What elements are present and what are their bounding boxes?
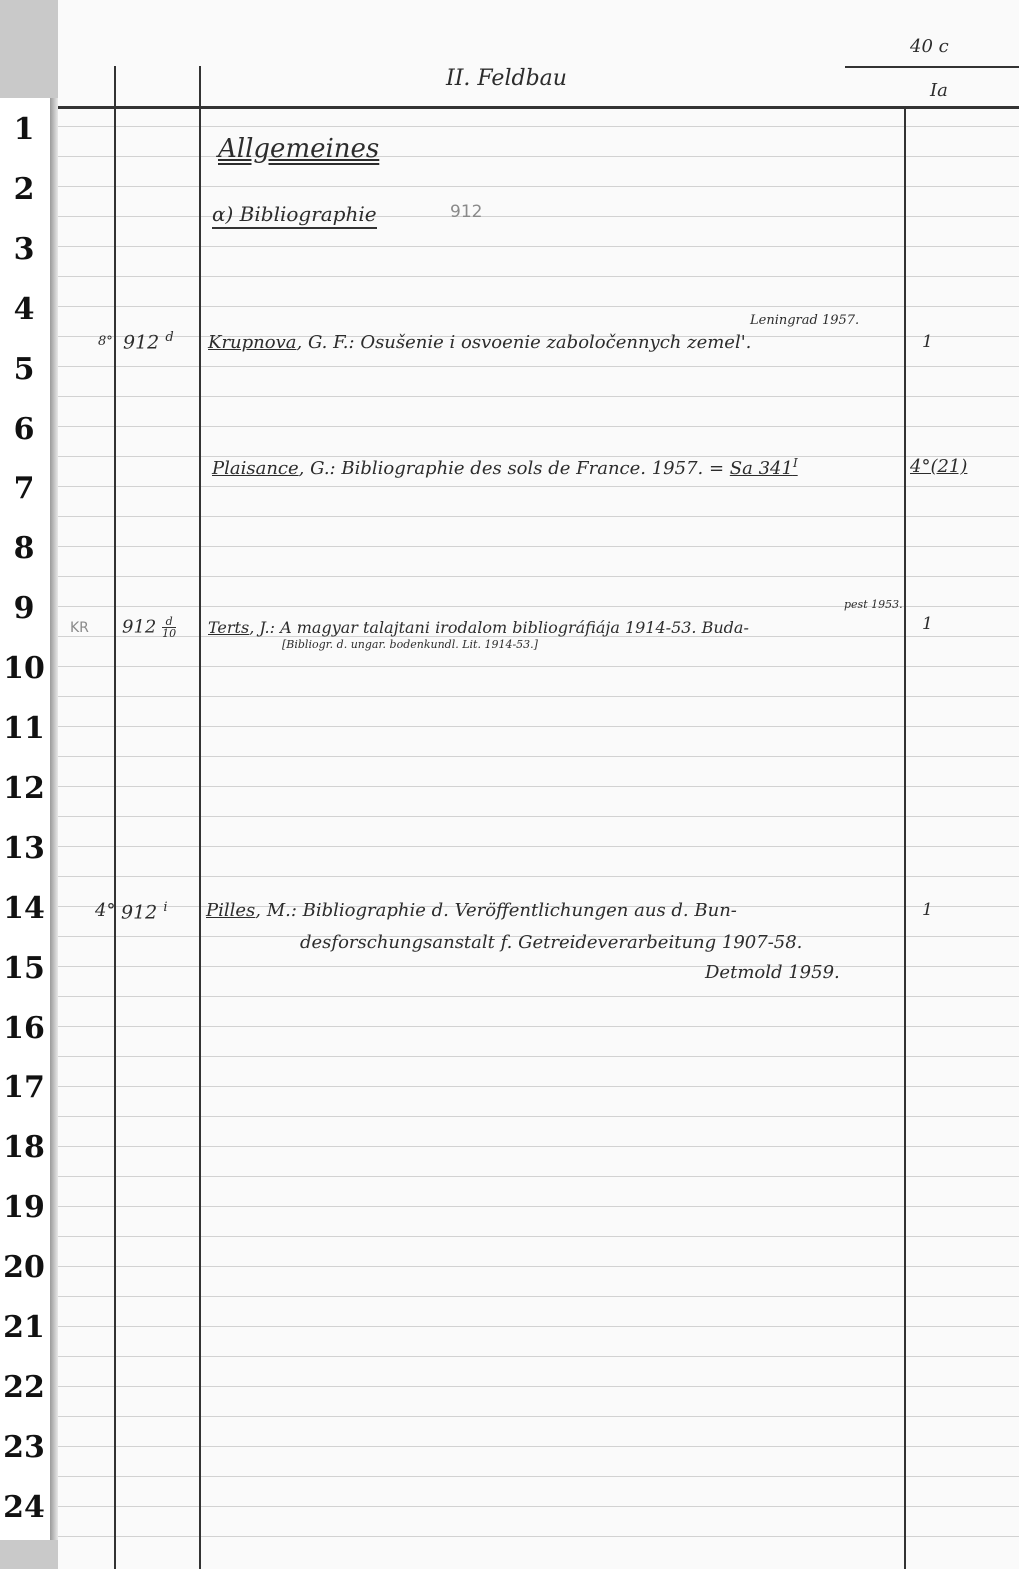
entry-2-line	[212, 456, 798, 479]
ruled-line	[58, 366, 1019, 367]
ruled-line	[58, 1326, 1019, 1327]
row-number: 2	[13, 171, 35, 207]
row-number: 3	[13, 231, 35, 267]
scan-margin-bottom	[0, 1540, 58, 1569]
row-number: 8	[13, 531, 35, 567]
ruled-line	[58, 1416, 1019, 1417]
entry-1-author: Krupnova	[208, 332, 297, 353]
entry-1-text: , G. F.: Osušenie i osvoenie zaboločennych zemel'.	[296, 332, 752, 353]
subheading-note: 912	[450, 202, 483, 222]
ruled-line	[58, 156, 1019, 157]
entry-4-line-2: desforschungsanstalt f. Getreideverarbeitung 1907-58.	[300, 932, 803, 953]
ruled-line	[58, 1506, 1019, 1507]
ruled-line	[58, 1356, 1019, 1357]
ruled-line	[58, 1446, 1019, 1447]
ruled-line	[58, 1296, 1019, 1297]
ruled-line	[58, 666, 1019, 667]
entry-4-line-3: Detmold 1959.	[705, 962, 840, 983]
ruled-line	[58, 1116, 1019, 1117]
row-number: 16	[3, 1010, 45, 1046]
shelfmark-number: 912	[123, 331, 160, 354]
row-number: 7	[13, 471, 35, 507]
header-rule	[58, 106, 1019, 109]
ruled-line	[58, 546, 1019, 547]
row-number: 15	[3, 950, 45, 986]
ref-code: Sa 341	[729, 458, 793, 479]
row-number: 5	[13, 351, 35, 387]
ruled-line	[58, 726, 1019, 727]
header-rule-right	[845, 66, 1019, 68]
row-number: 21	[3, 1310, 45, 1345]
ruled-line	[58, 276, 1019, 277]
entry-4-text: , M.: Bibliographie d. Veröffentlichungen aus d. Bun-	[255, 900, 737, 921]
ruled-line	[58, 876, 1019, 877]
row-number: 6	[13, 411, 35, 447]
ruled-line	[58, 516, 1019, 517]
shelfmark-sup: d	[165, 330, 174, 345]
entry-4-format: 4°	[95, 900, 116, 921]
entry-3-author: Terts	[208, 618, 250, 637]
ruled-line	[58, 786, 1019, 787]
entry-3-format: KR	[70, 620, 89, 636]
ruled-line	[58, 246, 1019, 247]
ruled-line	[58, 1206, 1019, 1207]
entry-3-text: , J.: A magyar talajtani irodalom bibliográfiája 1914-53. Buda-	[249, 618, 749, 637]
ruled-line	[58, 966, 1019, 967]
entry-3-count: 1	[922, 614, 933, 634]
entry-4-line	[206, 900, 737, 921]
row-number: 17	[3, 1070, 45, 1106]
page-title: II. Feldbau	[446, 66, 567, 91]
entry-2-ref-tail: 4°(21)	[910, 456, 968, 477]
ruled-line	[58, 816, 1019, 817]
ruled-line	[58, 486, 1019, 487]
row-number: 10	[3, 651, 45, 687]
ruled-line	[58, 996, 1019, 997]
ruled-line	[58, 576, 1019, 577]
ruled-line	[58, 426, 1019, 427]
shelfmark-number: 912	[122, 616, 157, 638]
fraction-bottom: 10	[162, 627, 177, 640]
entry-1-imprint: Leningrad 1957.	[750, 313, 860, 328]
entry-2-text: , G.: Bibliographie des sols de France. 1957. =	[298, 458, 725, 479]
shelfmark-fraction	[162, 616, 176, 639]
strip-shadow	[50, 98, 58, 1540]
ruled-line	[58, 1146, 1019, 1147]
ruled-line	[58, 1266, 1019, 1267]
column-label: Ia	[930, 80, 948, 101]
entry-3-imprint: pest 1953.	[844, 598, 903, 611]
row-number: 24	[3, 1489, 45, 1525]
ruled-line	[58, 1176, 1019, 1177]
ruled-line	[58, 1476, 1019, 1477]
ruled-line	[58, 1026, 1019, 1027]
ruled-line	[58, 306, 1019, 307]
column-divider-3	[904, 108, 906, 1569]
fraction-top: d	[162, 616, 176, 628]
ruled-line	[58, 1086, 1019, 1087]
ruled-line	[58, 396, 1019, 397]
ruled-line	[58, 216, 1019, 217]
entry-1-count: 1	[922, 332, 933, 352]
entry-4-author: Pilles	[206, 900, 256, 921]
row-number: 19	[3, 1190, 45, 1226]
entry-1-format: 8°	[98, 334, 113, 349]
ruled-line	[58, 756, 1019, 757]
page-code: 40 c	[910, 36, 949, 57]
entry-2-author: Plaisance	[212, 458, 299, 479]
ruled-line	[58, 1236, 1019, 1237]
row-number: 1	[13, 112, 35, 147]
row-number: 14	[3, 890, 45, 926]
ruled-line	[58, 126, 1019, 127]
ruled-line	[58, 1386, 1019, 1387]
row-number: 23	[3, 1429, 45, 1465]
subheading-text: α) Bibliographie	[212, 202, 377, 229]
section-subheading	[212, 202, 377, 229]
ruled-line	[58, 1056, 1019, 1057]
entry-2-ref	[730, 458, 798, 479]
entry-1-shelfmark	[123, 330, 174, 353]
column-divider-2	[199, 66, 201, 1569]
row-number: 11	[3, 711, 45, 746]
row-number: 12	[3, 770, 45, 806]
shelfmark-sup: i	[163, 900, 168, 915]
ruled-line	[58, 696, 1019, 697]
ref-sup: I	[792, 456, 798, 470]
shelfmark-number: 912	[121, 901, 158, 924]
ruled-line	[58, 186, 1019, 187]
row-number: 13	[3, 830, 45, 866]
row-number: 18	[3, 1130, 45, 1166]
ruled-line	[58, 846, 1019, 847]
column-divider-1	[114, 66, 116, 1569]
row-number: 20	[3, 1250, 45, 1286]
row-number: 9	[13, 591, 35, 627]
section-heading: Allgemeines	[218, 134, 380, 164]
entry-4-shelfmark	[121, 900, 167, 923]
ruled-line	[58, 1536, 1019, 1537]
scan-margin-top	[0, 0, 58, 98]
entry-1-line	[208, 332, 751, 353]
entry-3-line	[208, 618, 749, 637]
entry-3-shelfmark	[122, 616, 176, 639]
row-number: 4	[13, 291, 35, 327]
entry-4-count: 1	[922, 900, 933, 920]
row-number: 22	[3, 1369, 45, 1405]
entry-3-line-2: [Bibliogr. d. ungar. bodenkundl. Lit. 1914-53.]	[282, 638, 538, 651]
